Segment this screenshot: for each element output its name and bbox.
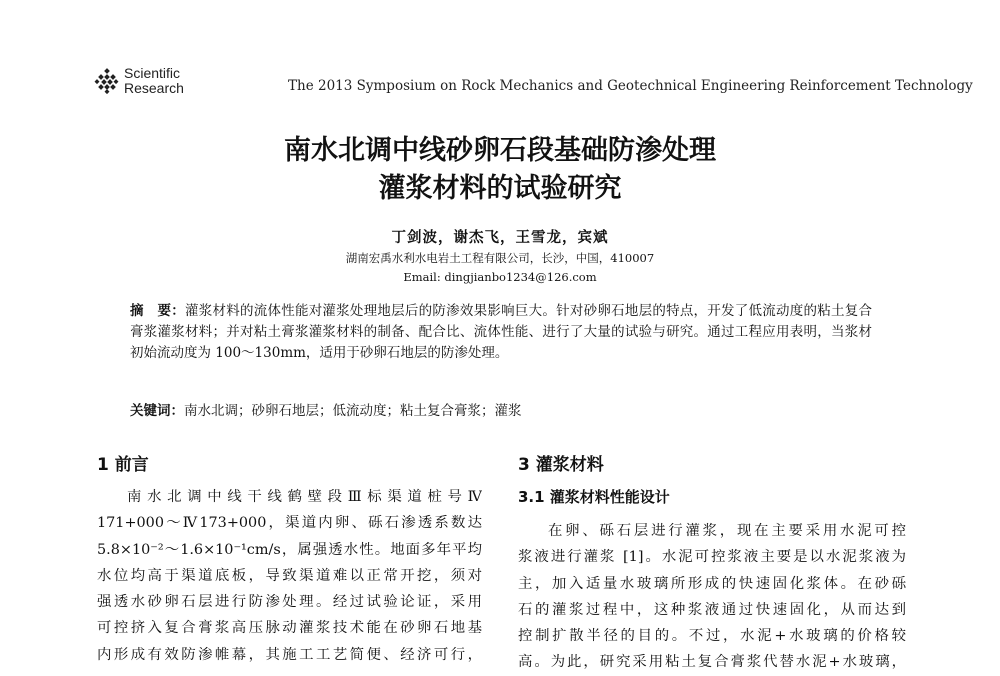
affiliation: 湖南宏禹水利水电岩土工程有限公司，长沙，中国，410007 <box>345 251 655 265</box>
body-line: 浆液进行灌浆 [1]。水泥可控浆液主要是以水泥浆液为 <box>518 549 906 566</box>
body-line: 在卵、砾石层进行灌浆，现在主要采用水泥可控 <box>548 523 906 539</box>
abstract-label: 摘 要： <box>130 303 185 319</box>
paper-title-line1: 南水北调中线砂卵石段基础防渗处理 <box>284 135 716 166</box>
scientific-research-logo-icon <box>94 68 120 94</box>
body-line: 可控挤入复合膏浆高压脉动灌浆技术能在砂卵石地基 <box>97 620 482 637</box>
keywords-label: 关键词： <box>130 403 184 419</box>
body-line: 石的灌浆过程中，这种浆液通过快速固化，从而达到 <box>518 601 906 618</box>
section3-body <box>518 518 906 676</box>
section3-heading: 3 灌浆材料 <box>518 455 604 475</box>
abstract <box>130 301 872 364</box>
publisher-logo <box>94 64 204 98</box>
logo-text-line1: Scientific <box>124 65 181 81</box>
keywords <box>130 401 872 422</box>
paper-title <box>0 132 1000 208</box>
section1-heading: 1 前言 <box>97 455 149 475</box>
abstract-text: 灌浆材料的流体性能对灌浆处理地层后的防渗效果影响巨大。针对砂卵石地层的特点，开发了低流动度的粘土复合膏浆灌浆材料；并对粘土膏浆灌浆材料的制备、配合比、流体性能、进行了大量的试验与研究。通过工程应用表明，当浆材初始流动度为 100～130mm，适用于砂卵石地层的防渗处理。 <box>130 303 873 361</box>
symposium-header: The 2013 Symposium on Rock Mechanics and Geotechnical Engineering Reinforcement Technology <box>288 78 973 94</box>
body-line: 171+000～Ⅳ173+000，渠道内卵、砾石渗透系数达 <box>97 515 482 532</box>
body-line: 南水北调中线干线鹤壁段Ⅲ标渠道桩号Ⅳ <box>127 489 482 505</box>
body-line: 内形成有效防渗帷幕，其施工工艺简便、经济可行， <box>97 646 482 663</box>
body-line: 5.8×10⁻²～1.6×10⁻¹cm/s，属强透水性。地面多年平均 <box>97 541 482 558</box>
authors: 丁剑波，谢杰飞，王雪龙，宾斌 <box>391 229 609 246</box>
logo-text-line2: Research <box>124 80 184 96</box>
body-line: 高。为此，研究采用粘土复合膏浆代替水泥+水玻璃， <box>518 654 906 671</box>
body-line: 控制扩散半径的目的。不过，水泥+水玻璃的价格较 <box>518 628 906 645</box>
keywords-text: 南水北调；砂卵石地层；低流动度；粘土复合膏浆；灌浆 <box>184 403 522 419</box>
body-line: 主，加入适量水玻璃所形成的快速固化浆体。在砂砾 <box>518 575 906 592</box>
body-line: 水位均高于渠道底板，导致渠道难以正常开挖，须对 <box>97 567 482 584</box>
section1-body <box>97 484 482 668</box>
email: Email: dingjianbo1234@126.com <box>403 270 597 284</box>
body-line: 强透水砂卵石层进行防渗处理。经过试验论证，采用 <box>97 594 482 611</box>
paper-title-line2: 灌浆材料的试验研究 <box>378 173 622 204</box>
section3-1-heading: 3.1 灌浆材料性能设计 <box>518 488 670 506</box>
